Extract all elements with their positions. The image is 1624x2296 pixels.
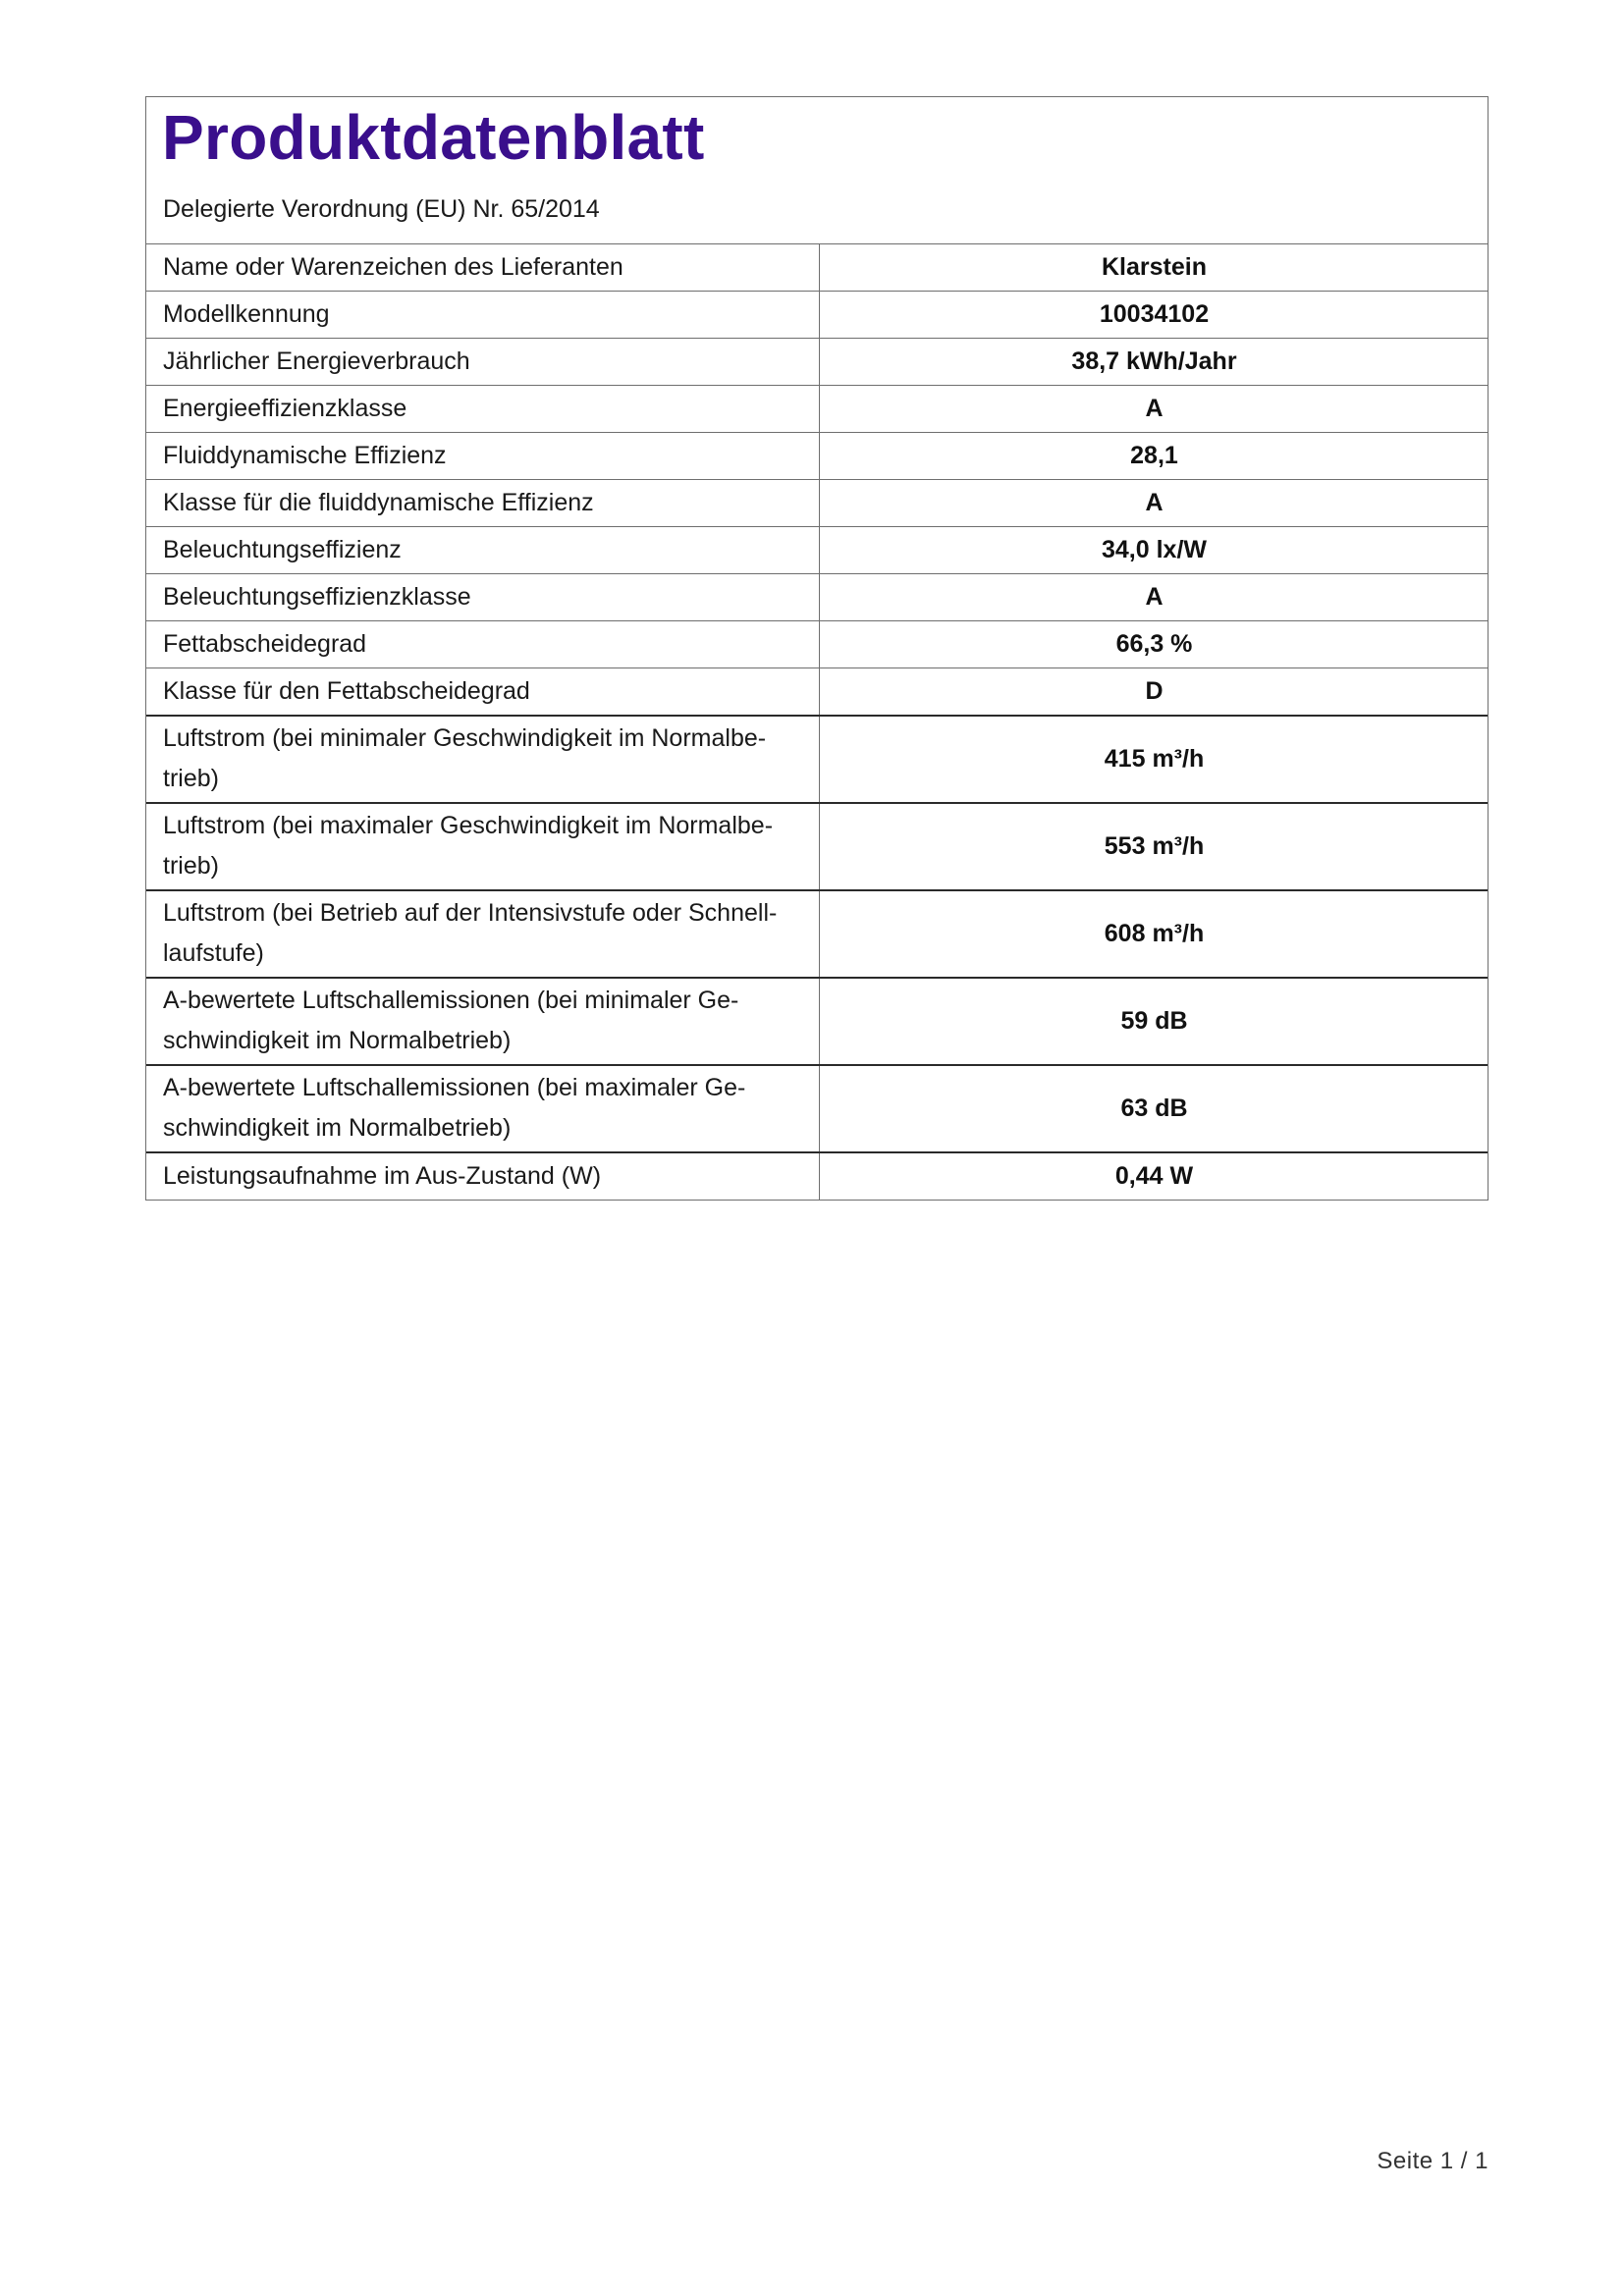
product-data-sheet [145,96,1489,1201]
row-label-line-2: schwindigkeit im Normalbetrieb) [163,1027,512,1054]
row-label-line-1: A-bewertete Luftschallemissionen (bei minimaler Ge- [163,987,739,1014]
table-row [146,244,1488,292]
row-value: 34,0 lx/W [820,527,1489,574]
table-row [146,574,1488,621]
table-row [146,803,1488,890]
row-value: Klarstein [1102,252,1207,281]
row-label: Fluiddynamische Effizienz [146,433,820,480]
row-label: Beleuchtungseffizienzklasse [146,574,820,621]
row-label-line-2: trieb) [163,765,219,792]
row-value: 63 dB [820,1065,1489,1152]
row-value: 0,44 W [820,1152,1489,1200]
table-row [146,386,1488,433]
page-number: Seite 1 / 1 [1377,2148,1489,2174]
row-label [146,716,820,803]
sheet-header [146,97,1488,244]
row-label: Klasse für die fluiddynamische Effizienz [146,480,820,527]
row-label-line-1: Luftstrom (bei Betrieb auf der Intensivstufe oder Schnell- [163,899,778,927]
row-label [146,1065,820,1152]
row-label-line-1: A-bewertete Luftschallemissionen (bei maximaler Ge- [163,1074,746,1101]
table-row [146,978,1488,1065]
table-row [146,433,1488,480]
row-value: 553 m³/h [820,803,1489,890]
table-row [146,480,1488,527]
row-value: 10034102 [820,292,1489,339]
row-value: 38,7 kWh/Jahr [820,339,1489,386]
row-value: A [820,386,1489,433]
row-label-line-2: laufstufe) [163,939,264,967]
row-label: Fettabscheidegrad [146,621,820,668]
row-label-line-1: Luftstrom (bei minimaler Geschwindigkeit im Normalbe- [163,724,767,752]
row-value: 608 m³/h [820,890,1489,978]
row-label [146,890,820,978]
product-data-table [146,244,1488,1200]
table-row [146,621,1488,668]
page-title: Produktdatenblatt [162,102,705,173]
row-label: Energieeffizienzklasse [146,386,820,433]
row-label: Name oder Warenzeichen des Lieferanten [146,244,820,292]
row-label: Klasse für den Fettabscheidegrad [146,668,820,717]
row-label: Leistungsaufnahme im Aus-Zustand (W) [146,1152,820,1200]
row-value: A [820,480,1489,527]
row-value: A [820,574,1489,621]
row-value: 415 m³/h [820,716,1489,803]
row-label-line-2: trieb) [163,852,219,880]
row-value: 28,1 [820,433,1489,480]
row-label [146,803,820,890]
row-value: 66,3 % [820,621,1489,668]
table-row [146,668,1488,717]
row-label: Beleuchtungseffizienz [146,527,820,574]
row-label-line-1: Luftstrom (bei maximaler Geschwindigkeit im Normalbe- [163,812,774,839]
table-row [146,527,1488,574]
table-row [146,292,1488,339]
row-label: Modellkennung [146,292,820,339]
table-row [146,890,1488,978]
regulation-reference: Delegierte Verordnung (EU) Nr. 65/2014 [163,195,600,223]
row-label [146,978,820,1065]
row-value: 59 dB [820,978,1489,1065]
row-value: D [820,668,1489,717]
table-row [146,1065,1488,1152]
table-row [146,1152,1488,1200]
table-row [146,716,1488,803]
row-label: Jährlicher Energieverbrauch [146,339,820,386]
table-row [146,339,1488,386]
row-label-line-2: schwindigkeit im Normalbetrieb) [163,1114,512,1142]
